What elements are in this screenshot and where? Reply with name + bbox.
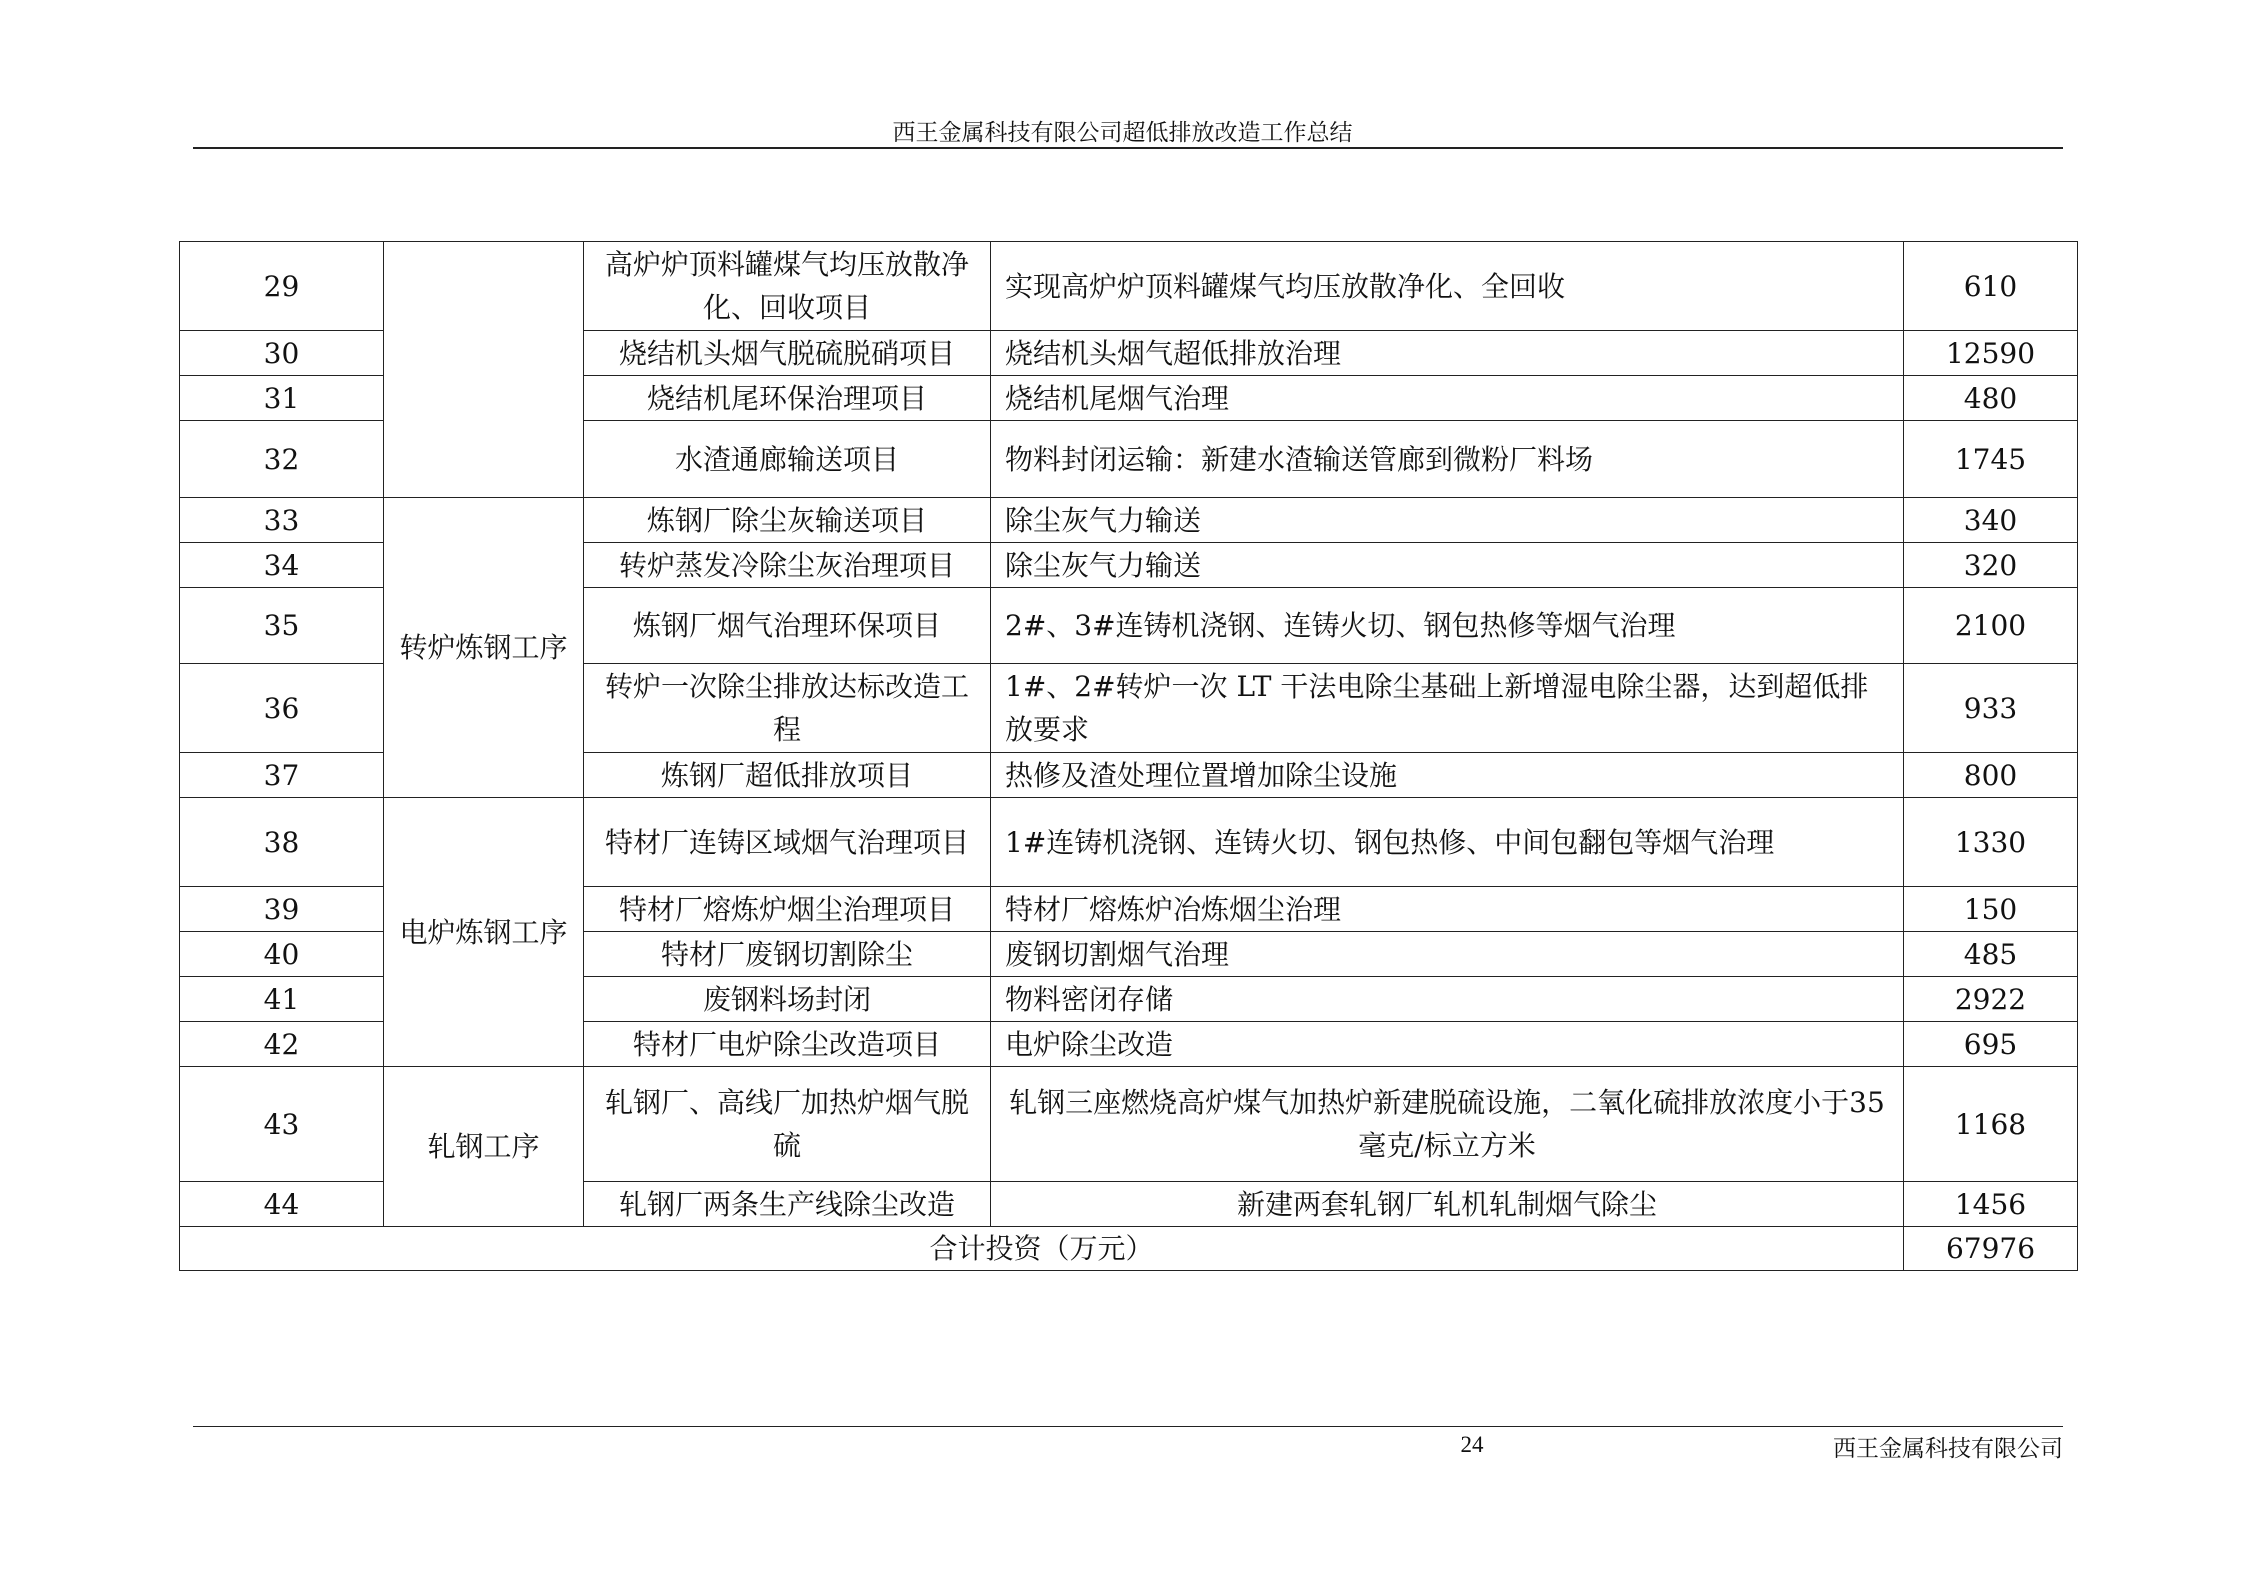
investment-table: [179, 241, 2078, 1271]
row-number: 30: [180, 331, 384, 376]
investment-amount: 1456: [1904, 1182, 2078, 1227]
investment-amount: 1745: [1904, 421, 2078, 498]
project-name: 轧钢厂、高线厂加热炉烟气脱硫: [584, 1067, 991, 1182]
project-description: 除尘灰气力输送: [991, 543, 1904, 588]
row-number: 42: [180, 1022, 384, 1067]
project-name: 特材厂电炉除尘改造项目: [584, 1022, 991, 1067]
project-name: 废钢料场封闭: [584, 977, 991, 1022]
project-description: 烧结机尾烟气治理: [991, 376, 1904, 421]
project-description: 2#、3#连铸机浇钢、连铸火切、钢包热修等烟气治理: [991, 588, 1904, 664]
investment-amount: 610: [1904, 242, 2078, 331]
project-description: 轧钢三座燃烧高炉煤气加热炉新建脱硫设施，二氧化硫排放浓度小于35毫克/标立方米: [991, 1067, 1904, 1182]
project-name: 烧结机头烟气脱硫脱硝项目: [584, 331, 991, 376]
project-description: 电炉除尘改造: [991, 1022, 1904, 1067]
investment-amount: 485: [1904, 932, 2078, 977]
investment-amount: 1168: [1904, 1067, 2078, 1182]
row-number: 40: [180, 932, 384, 977]
project-description: 物料封闭运输：新建水渣输送管廊到微粉厂料场: [991, 421, 1904, 498]
row-number: 44: [180, 1182, 384, 1227]
header-divider: [193, 147, 2063, 149]
project-description: 烧结机头烟气超低排放治理: [991, 331, 1904, 376]
project-name: 特材厂连铸区域烟气治理项目: [584, 798, 991, 887]
project-description: 新建两套轧钢厂轧机轧制烟气除尘: [991, 1182, 1904, 1227]
project-name: 炼钢厂除尘灰输送项目: [584, 498, 991, 543]
project-name: 烧结机尾环保治理项目: [584, 376, 991, 421]
row-number: 29: [180, 242, 384, 331]
total-amount: 67976: [1904, 1227, 2078, 1271]
process-rolling: 轧钢工序: [384, 1067, 584, 1227]
investment-amount: 150: [1904, 887, 2078, 932]
project-name: 炼钢厂烟气治理环保项目: [584, 588, 991, 664]
investment-amount: 12590: [1904, 331, 2078, 376]
investment-amount: 1330: [1904, 798, 2078, 887]
table-row: [180, 498, 2078, 543]
row-number: 31: [180, 376, 384, 421]
investment-amount: 695: [1904, 1022, 2078, 1067]
investment-amount: 933: [1904, 664, 2078, 753]
project-description: 实现高炉炉顶料罐煤气均压放散净化、全回收: [991, 242, 1904, 331]
project-name: 高炉炉顶料罐煤气均压放散净化、回收项目: [584, 242, 991, 331]
row-number: 33: [180, 498, 384, 543]
process-electric-steelmaking: 电炉炼钢工序: [384, 798, 584, 1067]
row-number: 32: [180, 421, 384, 498]
project-description: 热修及渣处理位置增加除尘设施: [991, 753, 1904, 798]
total-row: [180, 1227, 2078, 1271]
table-row: [180, 242, 2078, 331]
project-name: 炼钢厂超低排放项目: [584, 753, 991, 798]
project-name: 特材厂熔炼炉烟尘治理项目: [584, 887, 991, 932]
page-header-title: 西王金属科技有限公司超低排放改造工作总结: [892, 120, 1353, 146]
investment-amount: 800: [1904, 753, 2078, 798]
row-number: 43: [180, 1067, 384, 1182]
table-row: [180, 798, 2078, 887]
process-converter-steelmaking: 转炉炼钢工序: [384, 498, 584, 798]
project-name: 轧钢厂两条生产线除尘改造: [584, 1182, 991, 1227]
row-number: 38: [180, 798, 384, 887]
project-name: 水渣通廊输送项目: [584, 421, 991, 498]
project-description: 物料密闭存储: [991, 977, 1904, 1022]
row-number: 35: [180, 588, 384, 664]
footer-divider: [193, 1426, 2063, 1427]
project-name: 转炉一次除尘排放达标改造工程: [584, 664, 991, 753]
investment-amount: 340: [1904, 498, 2078, 543]
project-description: 1#、2#转炉一次 LT 干法电除尘基础上新增湿电除尘器，达到超低排放要求: [991, 664, 1904, 753]
investment-amount: 320: [1904, 543, 2078, 588]
row-number: 41: [180, 977, 384, 1022]
row-number: 36: [180, 664, 384, 753]
project-description: 废钢切割烟气治理: [991, 932, 1904, 977]
row-number: 37: [180, 753, 384, 798]
investment-amount: 480: [1904, 376, 2078, 421]
project-name: 转炉蒸发冷除尘灰治理项目: [584, 543, 991, 588]
total-label: 合计投资（万元）: [180, 1227, 1904, 1271]
footer-company: 西王金属科技有限公司: [1833, 1436, 2063, 1462]
project-description: 除尘灰气力输送: [991, 498, 1904, 543]
process-cell-blank: [384, 242, 584, 498]
project-description: 特材厂熔炼炉冶炼烟尘治理: [991, 887, 1904, 932]
investment-amount: 2922: [1904, 977, 2078, 1022]
project-description: 1#连铸机浇钢、连铸火切、钢包热修、中间包翻包等烟气治理: [991, 798, 1904, 887]
investment-amount: 2100: [1904, 588, 2078, 664]
project-name: 特材厂废钢切割除尘: [584, 932, 991, 977]
page-number: 24: [1460, 1432, 1484, 1457]
row-number: 34: [180, 543, 384, 588]
table-row: [180, 1067, 2078, 1182]
row-number: 39: [180, 887, 384, 932]
